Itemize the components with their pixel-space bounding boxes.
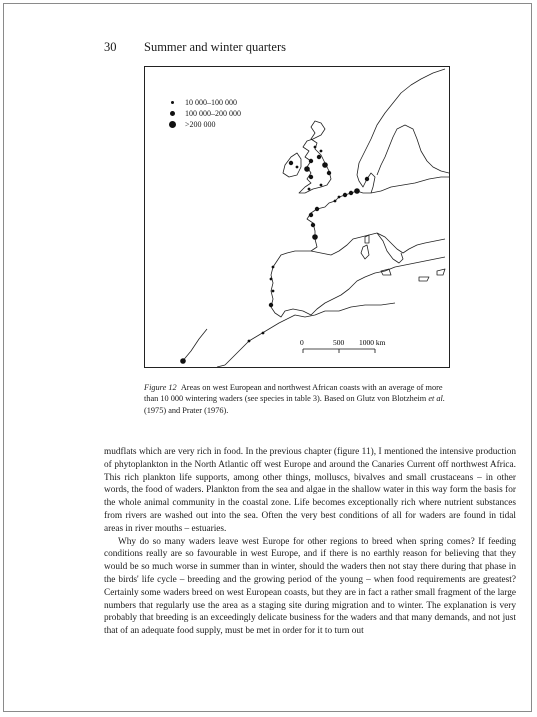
figure-label: Figure 12 <box>144 383 177 392</box>
scale-bar-graphic <box>297 335 387 357</box>
running-title: Summer and winter quarters <box>144 40 286 54</box>
page-number: 30 <box>104 40 117 54</box>
denmark-coastline <box>357 173 375 193</box>
map-legend <box>167 97 241 130</box>
wader-dots <box>180 146 369 364</box>
north-africa-coastline <box>225 319 287 365</box>
cyprus-outline <box>437 269 445 275</box>
legend-item-large <box>167 119 241 130</box>
legend-item-small <box>167 97 241 108</box>
italy-coastline <box>377 233 403 263</box>
scale-label-0: 0 <box>300 338 304 347</box>
scandinavia-coastline <box>357 69 445 175</box>
legend-label: 10 000–100 000 <box>185 98 237 107</box>
legend-label: >200 000 <box>185 120 216 129</box>
sicily-outline <box>381 269 391 275</box>
map-figure <box>144 66 450 368</box>
baltic-coastline <box>371 177 449 193</box>
scale-label-1000: 1000 km <box>359 338 386 347</box>
legend-item-medium <box>167 108 241 119</box>
body-text <box>104 446 516 638</box>
caption-text-end: (1975) and Prater (1976). <box>144 405 229 415</box>
sweden-coastline <box>377 125 449 175</box>
paragraph: Why do so many waders leave west Europe for other regions to breed when spring comes? If feeding conditions really are so favourable in west Europe, and if there is no earthly reason for believing that they would be so much worse in summer than in winter, should the waders then not stay there during that phase in the birds' life cycle – breeding and the growing period of the young – when food requirements are greatest? Certainly some waders breed on west European coasts, but they are in fact a rather small fragment of the large numbers that regularly use the area as a staging site during migration and to winter. The explanation is very probably that breeding is an exceedingly delicate business for the waders and that many demands, and not just that of an adequate food supply, must be met in order for it to turn out <box>104 536 516 637</box>
large-dot-icon <box>169 121 176 128</box>
med-north-coastline <box>311 233 445 255</box>
medium-dot-icon <box>170 111 175 116</box>
caption-text: Areas on west European and northwest African coasts with an average of more than 10 000 wintering waders (see species in table 3). Based on Glutz von Blotzheim <box>144 383 443 404</box>
britain-coastline <box>299 121 331 193</box>
paragraph: mudflats which are very rich in food. In the previous chapter (figure 11), I mentioned the intensive production of phytoplankton in the North Atlantic off west Europe and around the Canaries Current off northwest Africa. This rich plankton life supports, among other things, molluscs, bivalves and small crustaceans – in other words, the food of waders. Plankton from the sea and algae in the shallow water in this way form the basis for the whole animal community in the coastal zone. Life becomes exceptionally rich where nutrient substances from rivers are washed out into the sea. Often the very best conditions of all for waders are found in tidal areas in river mouths – estuaries. <box>104 447 516 534</box>
sardinia-outline <box>361 245 369 259</box>
sahara-coastline <box>217 365 225 367</box>
caption-italic: et al. <box>428 394 445 404</box>
ireland-coastline <box>283 153 301 177</box>
scale-label-500: 500 <box>333 338 345 347</box>
continent-coastline <box>271 191 445 317</box>
crete-outline <box>419 277 429 281</box>
small-dot-icon <box>171 101 174 104</box>
figure-caption <box>144 382 454 416</box>
far-south-coastline <box>181 329 207 363</box>
legend-label: 100 000–200 000 <box>185 109 241 118</box>
